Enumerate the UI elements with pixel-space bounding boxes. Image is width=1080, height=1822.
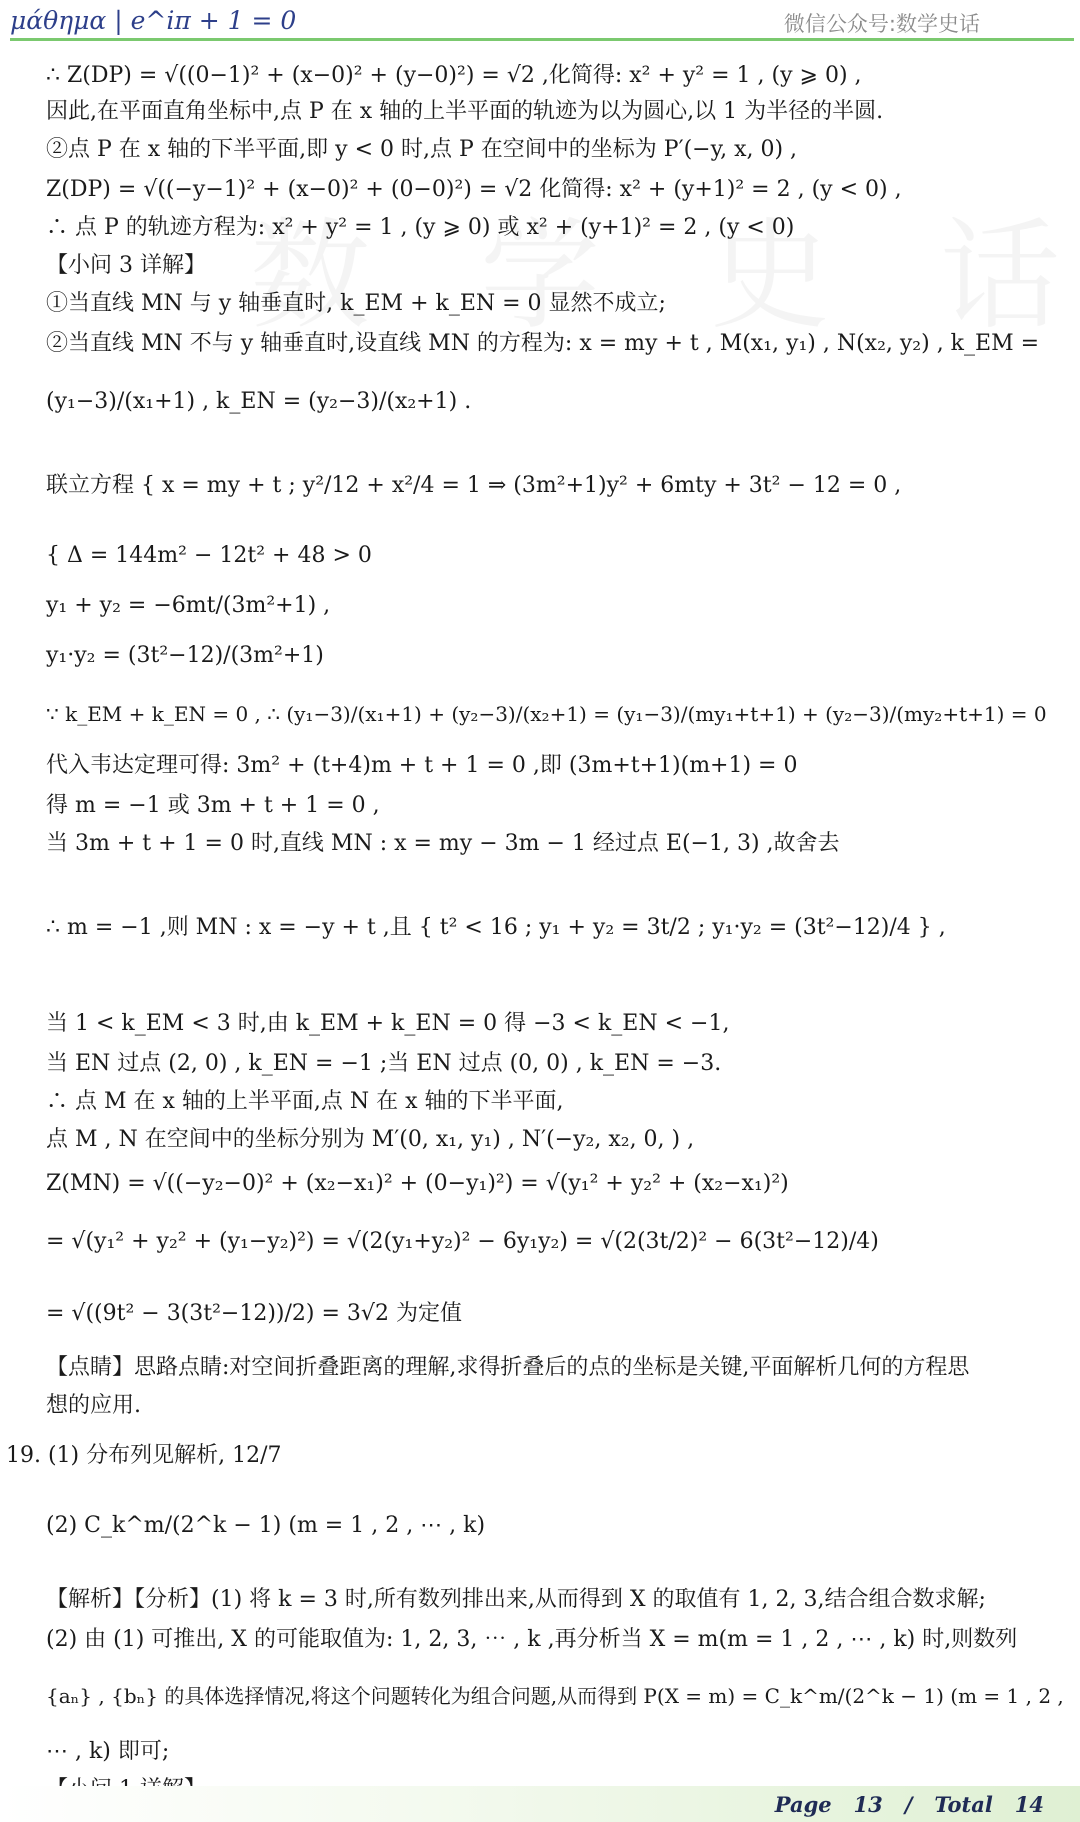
text-line: = √((9t² − 3(3t²−12))/2) = 3√2 为定值 [46,1301,462,1326]
text-line: (2) C_k^m/(2^k − 1) (m = 1 , 2 , ⋯ , k) [46,1513,486,1538]
page-header [0,0,1080,40]
text-line: 代入韦达定理可得: 3m² + (t+4)m + t + 1 = 0 ,即 (3m+t+1)(m+1) = 0 [46,753,798,778]
text-line: 点 M , N 在空间中的坐标分别为 M′(0, x₁, y₁) , N′(−y₂, x₂, 0, ) , [46,1127,695,1152]
header-brand: μάθημα | e^iπ + 1 = 0 [10,6,297,35]
text-line: 【点睛】思路点睛:对空间折叠距离的理解,求得折叠后的点的坐标是关键,平面解析几何的方程思 [46,1355,970,1380]
section-heading: 【小问 3 详解】 [46,253,206,278]
text-line: 想的应用. [46,1393,141,1418]
text-line: (y₁−3)/(x₁+1) , k_EN = (y₂−3)/(x₂+1) . [46,389,472,414]
text-line: 得 m = −1 或 3m + t + 1 = 0 , [46,793,380,818]
text-line: y₁ + y₂ = −6mt/(3m²+1) , [46,593,331,618]
header-rule [10,38,1074,41]
text-line: ∴ Z(DP) = √((0−1)² + (x−0)² + (y−0)²) = √2 ,化简得: x² + y² = 1 , (y ⩾ 0) , [46,63,862,88]
text-line: 联立方程 { x = my + t ; y²/12 + x²/4 = 1 ⇒ (3m²+1)y² + 6mty + 3t² − 12 = 0 , [46,473,902,498]
text-line: ⋯ , k) 即可; [46,1739,170,1764]
text-line: ①当直线 MN 与 y 轴垂直时, k_EM + k_EN = 0 显然不成立; [46,291,666,316]
text-line: {aₙ} , {bₙ} 的具体选择情况,将这个问题转化为组合问题,从而得到 P(X = m) = C_k^m/(2^k − 1) (m = 1 , 2 , [46,1684,1064,1708]
watermark [250,180,1080,352]
text-line: 因此,在平面直角坐标中,点 P 在 x 轴的上半平面的轨迹为以为圆心,以 1 为半径的半圆. [46,99,884,124]
text-line: Z(MN) = √((−y₂−0)² + (x₂−x₁)² + (0−y₁)²) = √(y₁² + y₂² + (x₂−x₁)²) [46,1171,789,1196]
text-line: ∴ 点 M 在 x 轴的上半平面,点 N 在 x 轴的下半平面, [46,1089,564,1114]
text-line: ∵ k_EM + k_EN = 0 , ∴ (y₁−3)/(x₁+1) + (y₂−3)/(x₂+1) = (y₁−3)/(my₁+t+1) + (y₂−3)/(my₂+t+1) = 0 [46,702,1047,726]
text-line: ②点 P 在 x 轴的下半平面,即 y < 0 时,点 P 在空间中的坐标为 P′(−y, x, 0) , [46,137,798,162]
page-footer [0,1786,1080,1822]
header-wechat-account: 微信公众号:数学史话 [783,12,980,36]
text-line: ∴ 点 P 的轨迹方程为: x² + y² = 1 , (y ⩾ 0) 或 x² + (y+1)² = 2 , (y < 0) [46,215,795,240]
text-line: 【解析】【分析】(1) 将 k = 3 时,所有数列排出来,从而得到 X 的取值有 1, 2, 3,结合组合数求解; [46,1587,986,1612]
text-line: 当 1 < k_EM < 3 时,由 k_EM + k_EN = 0 得 −3 < k_EN < −1, [46,1011,730,1036]
text-line: { Δ = 144m² − 12t² + 48 > 0 [46,543,372,568]
text-line: ∴ m = −1 ,则 MN : x = −y + t ,且 { t² < 16 ; y₁ + y₂ = 3t/2 ; y₁·y₂ = (3t²−12)/4 } , [46,915,946,940]
text-line: 当 EN 过点 (2, 0) , k_EN = −1 ;当 EN 过点 (0, 0) , k_EN = −3. [46,1051,722,1076]
page-number: Page 13 / Total 14 [774,1792,1044,1817]
text-line: 当 3m + t + 1 = 0 时,直线 MN : x = my − 3m − 1 经过点 E(−1, 3) ,故舍去 [46,831,840,856]
text-line: (2) 由 (1) 可推出, X 的可能取值为: 1, 2, 3, ⋯ , k ,再分析当 X = m(m = 1 , 2 , ⋯ , k) 时,则数列 [46,1627,1018,1652]
text-line: y₁·y₂ = (3t²−12)/(3m²+1) [46,643,324,668]
text-line: = √(y₁² + y₂² + (y₁−y₂)²) = √(2(y₁+y₂)² − 6y₁y₂) = √(2(3t/2)² − 6(3t²−12)/4) [46,1229,879,1254]
text-line: ②当直线 MN 不与 y 轴垂直时,设直线 MN 的方程为: x = my + t , M(x₁, y₁) , N(x₂, y₂) , k_EM = [46,331,1040,356]
problem-number: 19. (1) 分布列见解析, 12/7 [6,1443,282,1468]
text-line: Z(DP) = √((−y−1)² + (x−0)² + (0−0)²) = √2 化简得: x² + (y+1)² = 2 , (y < 0) , [46,177,902,202]
